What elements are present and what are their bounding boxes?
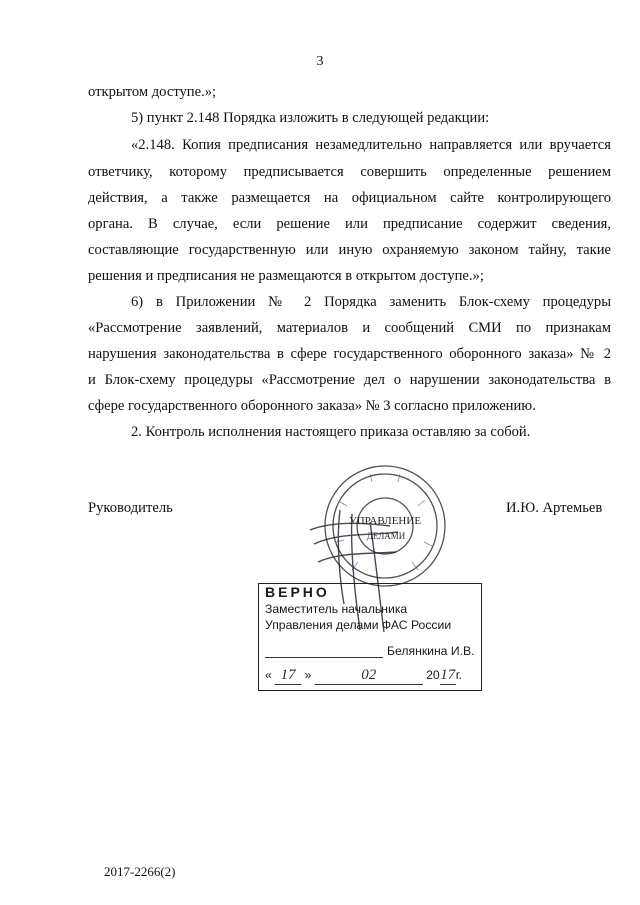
official-seal-icon bbox=[300, 462, 470, 590]
body-line: 6) в Приложении № 2 Порядка заменить Блок-схему процедуры bbox=[131, 294, 611, 310]
date-close-quote: » bbox=[304, 668, 312, 682]
body-line: ответчику, которому предписывается совершить определенные решением bbox=[88, 164, 611, 180]
body-line: действия, а также размещается на официальном сайте контролирующего bbox=[88, 190, 611, 206]
body-line: решения и предписания не размещаются в открытом доступе.»; bbox=[88, 268, 484, 284]
body-line: 5) пункт 2.148 Порядка изложить в следующей редакции: bbox=[131, 110, 490, 126]
body-line: и Блок-схему процедуры «Рассмотрение дел о нарушении законодательства в bbox=[88, 372, 611, 388]
date-day: 17 bbox=[275, 667, 301, 685]
page-number: 3 bbox=[316, 54, 324, 69]
body-line: 2. Контроль исполнения настоящего приказа оставляю за собой. bbox=[131, 424, 531, 440]
date-open-quote: « bbox=[265, 668, 272, 682]
stamp-date bbox=[265, 667, 462, 685]
stamp-signature-line bbox=[265, 657, 383, 658]
signature-position: Руководитель bbox=[88, 500, 173, 516]
stamp-position-line: Заместитель начальника bbox=[265, 602, 408, 616]
body-line: составляющие государственную или иную охраняемую законом тайну, такие bbox=[88, 242, 611, 258]
body-line: «Рассмотрение заявлений, материалов и сообщений СМИ по признакам bbox=[88, 320, 611, 336]
date-year-prefix: 20 bbox=[426, 668, 440, 682]
signature-name: И.Ю. Артемьев bbox=[506, 500, 603, 516]
stamp-department-line: Управления делами ФАС России bbox=[265, 618, 452, 632]
body-line: органа. В случае, если решение или предписание содержит сведения, bbox=[88, 216, 611, 232]
stamp-title: ВЕРНО bbox=[265, 584, 330, 600]
date-year-suffix: 17 bbox=[440, 667, 456, 683]
certification-stamp bbox=[258, 583, 482, 691]
document-code: 2017-2266(2) bbox=[104, 864, 176, 879]
body-line: «2.148. Копия предписания незамедлительно направляется или вручается bbox=[131, 137, 611, 153]
seal-inner-text-1: УПРАВЛЕНИЕ bbox=[348, 515, 422, 527]
date-year-unit: г. bbox=[455, 668, 463, 682]
stamp-signer-name: Белянкина И.В. bbox=[387, 644, 475, 658]
seal-inner-text-2: ДЕЛАМИ bbox=[366, 531, 406, 541]
date-month: 02 bbox=[315, 667, 423, 685]
body-line: нарушения законодательства в сфере государственного оборонного заказа» № 2 bbox=[88, 346, 611, 362]
body-line: сфере государственного оборонного заказа» № 3 согласно приложению. bbox=[88, 398, 536, 414]
body-line: открытом доступе.»; bbox=[88, 84, 217, 100]
